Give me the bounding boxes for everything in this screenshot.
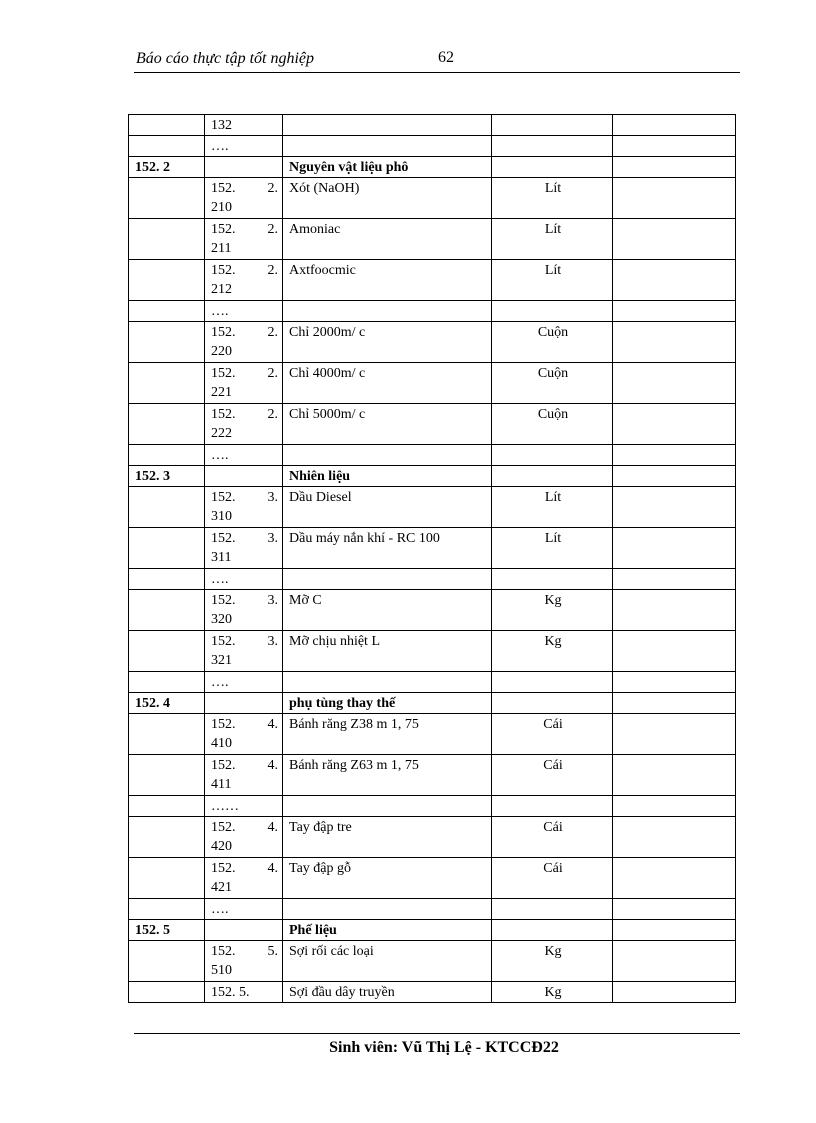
table-row bbox=[129, 157, 736, 178]
code-suffix: 421 bbox=[211, 880, 232, 895]
table-row bbox=[129, 363, 736, 404]
unit-cell: Kg bbox=[492, 590, 613, 631]
unit-cell: Kg bbox=[492, 631, 613, 672]
unit-cell: Cuộn bbox=[492, 363, 613, 404]
item-name-cell: Bánh răng Z38 m 1, 75 bbox=[283, 714, 492, 755]
code-cell bbox=[205, 115, 283, 136]
table-row bbox=[129, 590, 736, 631]
code-cell bbox=[205, 714, 283, 755]
code-suffix: 311 bbox=[211, 550, 232, 565]
table-row bbox=[129, 528, 736, 569]
unit-cell: Cái bbox=[492, 714, 613, 755]
table-row bbox=[129, 260, 736, 301]
item-name-cell: Amoniac bbox=[283, 219, 492, 260]
item-name-cell: Mỡ C bbox=[283, 590, 492, 631]
table-row bbox=[129, 755, 736, 796]
code-part: 2. bbox=[267, 366, 278, 381]
code-suffix: 221 bbox=[211, 385, 232, 400]
unit-cell bbox=[492, 466, 613, 487]
report-title: Báo cáo thực tập tốt nghiệp bbox=[136, 50, 315, 67]
code-part: 152. 5. bbox=[211, 985, 250, 1000]
account-cell bbox=[129, 487, 205, 528]
code-part: 152. bbox=[211, 531, 236, 546]
code-part: 3. bbox=[267, 531, 278, 546]
unit-cell: Lít bbox=[492, 219, 613, 260]
account-cell bbox=[129, 899, 205, 920]
item-name-cell: Tay đập gỗ bbox=[283, 858, 492, 899]
code-part: 152. bbox=[211, 944, 236, 959]
code-cell bbox=[205, 755, 283, 796]
note-cell bbox=[613, 899, 736, 920]
code-cell bbox=[205, 982, 283, 1003]
code-suffix: 320 bbox=[211, 612, 232, 627]
table-row bbox=[129, 693, 736, 714]
account-cell bbox=[129, 260, 205, 301]
code-part: …… bbox=[211, 799, 239, 814]
item-name-cell: Chỉ 4000m/ c bbox=[283, 363, 492, 404]
account-cell bbox=[129, 817, 205, 858]
code-part: 152. bbox=[211, 820, 236, 835]
unit-cell bbox=[492, 920, 613, 941]
code-cell bbox=[205, 178, 283, 219]
code-cell bbox=[205, 817, 283, 858]
item-name-cell: Phế liệu bbox=[283, 920, 492, 941]
account-cell bbox=[129, 982, 205, 1003]
account-cell bbox=[129, 115, 205, 136]
table-row bbox=[129, 301, 736, 322]
code-part: 2. bbox=[267, 181, 278, 196]
code-part: 152. bbox=[211, 490, 236, 505]
code-cell bbox=[205, 693, 283, 714]
code-part: 3. bbox=[267, 593, 278, 608]
table-row bbox=[129, 178, 736, 219]
code-cell bbox=[205, 157, 283, 178]
code-suffix: 212 bbox=[211, 282, 232, 297]
unit-cell bbox=[492, 115, 613, 136]
table-row bbox=[129, 796, 736, 817]
account-cell: 152. 5 bbox=[129, 920, 205, 941]
account-cell: 152. 3 bbox=[129, 466, 205, 487]
note-cell bbox=[613, 755, 736, 796]
note-cell bbox=[613, 115, 736, 136]
account-cell: 152. 2 bbox=[129, 157, 205, 178]
code-part: 3. bbox=[267, 490, 278, 505]
item-name-cell bbox=[283, 136, 492, 157]
materials-table bbox=[128, 114, 736, 1003]
code-part: …. bbox=[211, 675, 229, 690]
code-suffix: 222 bbox=[211, 426, 232, 441]
note-cell bbox=[613, 714, 736, 755]
code-part: 4. bbox=[267, 758, 278, 773]
page-header bbox=[134, 48, 740, 73]
item-name-cell: Dầu Diesel bbox=[283, 487, 492, 528]
account-cell bbox=[129, 569, 205, 590]
code-part: …. bbox=[211, 304, 229, 319]
item-name-cell bbox=[283, 301, 492, 322]
code-part: 4. bbox=[267, 861, 278, 876]
table-row bbox=[129, 136, 736, 157]
code-part: 152. bbox=[211, 366, 236, 381]
code-cell bbox=[205, 363, 283, 404]
account-cell bbox=[129, 363, 205, 404]
code-part: …. bbox=[211, 139, 229, 154]
item-name-cell bbox=[283, 899, 492, 920]
note-cell bbox=[613, 590, 736, 631]
account-cell bbox=[129, 445, 205, 466]
unit-cell bbox=[492, 569, 613, 590]
unit-cell bbox=[492, 899, 613, 920]
code-part: 5. bbox=[267, 944, 278, 959]
table-row bbox=[129, 569, 736, 590]
unit-cell: Cái bbox=[492, 858, 613, 899]
item-name-cell: Sợi đầu dây truyền bbox=[283, 982, 492, 1003]
note-cell bbox=[613, 219, 736, 260]
code-part: 2. bbox=[267, 222, 278, 237]
account-cell bbox=[129, 219, 205, 260]
note-cell bbox=[613, 672, 736, 693]
code-cell bbox=[205, 301, 283, 322]
code-part: 152. bbox=[211, 222, 236, 237]
code-part: 132 bbox=[211, 118, 232, 133]
code-part: 2. bbox=[267, 263, 278, 278]
code-part: 4. bbox=[267, 717, 278, 732]
account-cell bbox=[129, 858, 205, 899]
account-cell bbox=[129, 136, 205, 157]
account-cell bbox=[129, 528, 205, 569]
code-suffix: 411 bbox=[211, 777, 232, 792]
item-name-cell: Axtfoocmic bbox=[283, 260, 492, 301]
item-name-cell bbox=[283, 445, 492, 466]
item-name-cell: Chỉ 5000m/ c bbox=[283, 404, 492, 445]
code-cell bbox=[205, 487, 283, 528]
account-cell bbox=[129, 631, 205, 672]
item-name-cell: Nguyên vật liệu phô bbox=[283, 157, 492, 178]
code-part: 152. bbox=[211, 263, 236, 278]
table-row bbox=[129, 115, 736, 136]
note-cell bbox=[613, 322, 736, 363]
note-cell bbox=[613, 982, 736, 1003]
code-cell bbox=[205, 404, 283, 445]
unit-cell: Kg bbox=[492, 941, 613, 982]
note-cell bbox=[613, 693, 736, 714]
code-part: …. bbox=[211, 572, 229, 587]
account-cell bbox=[129, 941, 205, 982]
table-row bbox=[129, 322, 736, 363]
table-row bbox=[129, 487, 736, 528]
code-suffix: 420 bbox=[211, 839, 232, 854]
code-cell bbox=[205, 672, 283, 693]
code-part: 152. bbox=[211, 634, 236, 649]
unit-cell: Cuộn bbox=[492, 404, 613, 445]
note-cell bbox=[613, 466, 736, 487]
footer-divider bbox=[134, 1033, 740, 1034]
account-cell bbox=[129, 714, 205, 755]
account-cell bbox=[129, 590, 205, 631]
code-part: …. bbox=[211, 448, 229, 463]
unit-cell: Lít bbox=[492, 178, 613, 219]
code-suffix: 321 bbox=[211, 653, 232, 668]
note-cell bbox=[613, 569, 736, 590]
code-cell bbox=[205, 590, 283, 631]
note-cell bbox=[613, 796, 736, 817]
code-cell bbox=[205, 858, 283, 899]
code-cell bbox=[205, 528, 283, 569]
account-cell bbox=[129, 322, 205, 363]
code-part: 3. bbox=[267, 634, 278, 649]
item-name-cell bbox=[283, 115, 492, 136]
account-cell bbox=[129, 755, 205, 796]
note-cell bbox=[613, 404, 736, 445]
note-cell bbox=[613, 260, 736, 301]
unit-cell bbox=[492, 672, 613, 693]
item-name-cell: Sợi rối các loại bbox=[283, 941, 492, 982]
code-cell bbox=[205, 941, 283, 982]
account-cell bbox=[129, 178, 205, 219]
unit-cell: Kg bbox=[492, 982, 613, 1003]
code-part: 152. bbox=[211, 861, 236, 876]
account-cell bbox=[129, 796, 205, 817]
note-cell bbox=[613, 157, 736, 178]
table-row bbox=[129, 672, 736, 693]
unit-cell bbox=[492, 157, 613, 178]
code-cell bbox=[205, 569, 283, 590]
account-cell bbox=[129, 672, 205, 693]
note-cell bbox=[613, 363, 736, 404]
unit-cell bbox=[492, 445, 613, 466]
table-row bbox=[129, 466, 736, 487]
code-part: 152. bbox=[211, 758, 236, 773]
note-cell bbox=[613, 136, 736, 157]
note-cell bbox=[613, 445, 736, 466]
unit-cell: Lít bbox=[492, 528, 613, 569]
table-row bbox=[129, 631, 736, 672]
table-row bbox=[129, 982, 736, 1003]
item-name-cell bbox=[283, 569, 492, 590]
item-name-cell: Chỉ 2000m/ c bbox=[283, 322, 492, 363]
code-cell bbox=[205, 796, 283, 817]
code-part: 4. bbox=[267, 820, 278, 835]
code-part: 152. bbox=[211, 325, 236, 340]
table-row bbox=[129, 899, 736, 920]
note-cell bbox=[613, 858, 736, 899]
note-cell bbox=[613, 301, 736, 322]
unit-cell: Cái bbox=[492, 817, 613, 858]
table-row bbox=[129, 941, 736, 982]
code-cell bbox=[205, 445, 283, 466]
item-name-cell bbox=[283, 672, 492, 693]
code-cell bbox=[205, 466, 283, 487]
code-cell bbox=[205, 322, 283, 363]
code-part: 152. bbox=[211, 717, 236, 732]
code-suffix: 211 bbox=[211, 241, 232, 256]
table-row bbox=[129, 714, 736, 755]
unit-cell bbox=[492, 693, 613, 714]
code-suffix: 510 bbox=[211, 963, 232, 978]
student-name: Sinh viên: Vũ Thị Lệ - KTCCĐ22 bbox=[329, 1039, 559, 1056]
table-row bbox=[129, 219, 736, 260]
page-footer bbox=[0, 1039, 816, 1057]
code-cell bbox=[205, 219, 283, 260]
table-row bbox=[129, 404, 736, 445]
code-cell bbox=[205, 899, 283, 920]
unit-cell: Lít bbox=[492, 487, 613, 528]
note-cell bbox=[613, 631, 736, 672]
table-row bbox=[129, 445, 736, 466]
note-cell bbox=[613, 528, 736, 569]
code-part: 152. bbox=[211, 593, 236, 608]
note-cell bbox=[613, 941, 736, 982]
code-cell bbox=[205, 920, 283, 941]
code-cell bbox=[205, 260, 283, 301]
item-name-cell: Nhiên liệu bbox=[283, 466, 492, 487]
unit-cell bbox=[492, 301, 613, 322]
table-row bbox=[129, 920, 736, 941]
code-part: 2. bbox=[267, 407, 278, 422]
note-cell bbox=[613, 178, 736, 219]
item-name-cell bbox=[283, 796, 492, 817]
item-name-cell: Tay đập tre bbox=[283, 817, 492, 858]
account-cell bbox=[129, 404, 205, 445]
note-cell bbox=[613, 487, 736, 528]
code-part: 152. bbox=[211, 407, 236, 422]
unit-cell: Lít bbox=[492, 260, 613, 301]
item-name-cell: Bánh răng Z63 m 1, 75 bbox=[283, 755, 492, 796]
code-cell bbox=[205, 136, 283, 157]
table-row bbox=[129, 858, 736, 899]
code-cell bbox=[205, 631, 283, 672]
unit-cell: Cuộn bbox=[492, 322, 613, 363]
account-cell: 152. 4 bbox=[129, 693, 205, 714]
note-cell bbox=[613, 817, 736, 858]
unit-cell bbox=[492, 796, 613, 817]
item-name-cell: Xót (NaOH) bbox=[283, 178, 492, 219]
table-row bbox=[129, 817, 736, 858]
code-part: 2. bbox=[267, 325, 278, 340]
code-suffix: 310 bbox=[211, 509, 232, 524]
page-number: 62 bbox=[438, 49, 454, 66]
account-cell bbox=[129, 301, 205, 322]
code-part: …. bbox=[211, 902, 229, 917]
item-name-cell: phụ tùng thay thế bbox=[283, 693, 492, 714]
code-suffix: 210 bbox=[211, 200, 232, 215]
code-part: 152. bbox=[211, 181, 236, 196]
item-name-cell: Dầu máy nắn khí - RC 100 bbox=[283, 528, 492, 569]
code-suffix: 220 bbox=[211, 344, 232, 359]
code-suffix: 410 bbox=[211, 736, 232, 751]
item-name-cell: Mỡ chịu nhiệt L bbox=[283, 631, 492, 672]
unit-cell bbox=[492, 136, 613, 157]
note-cell bbox=[613, 920, 736, 941]
unit-cell: Cái bbox=[492, 755, 613, 796]
